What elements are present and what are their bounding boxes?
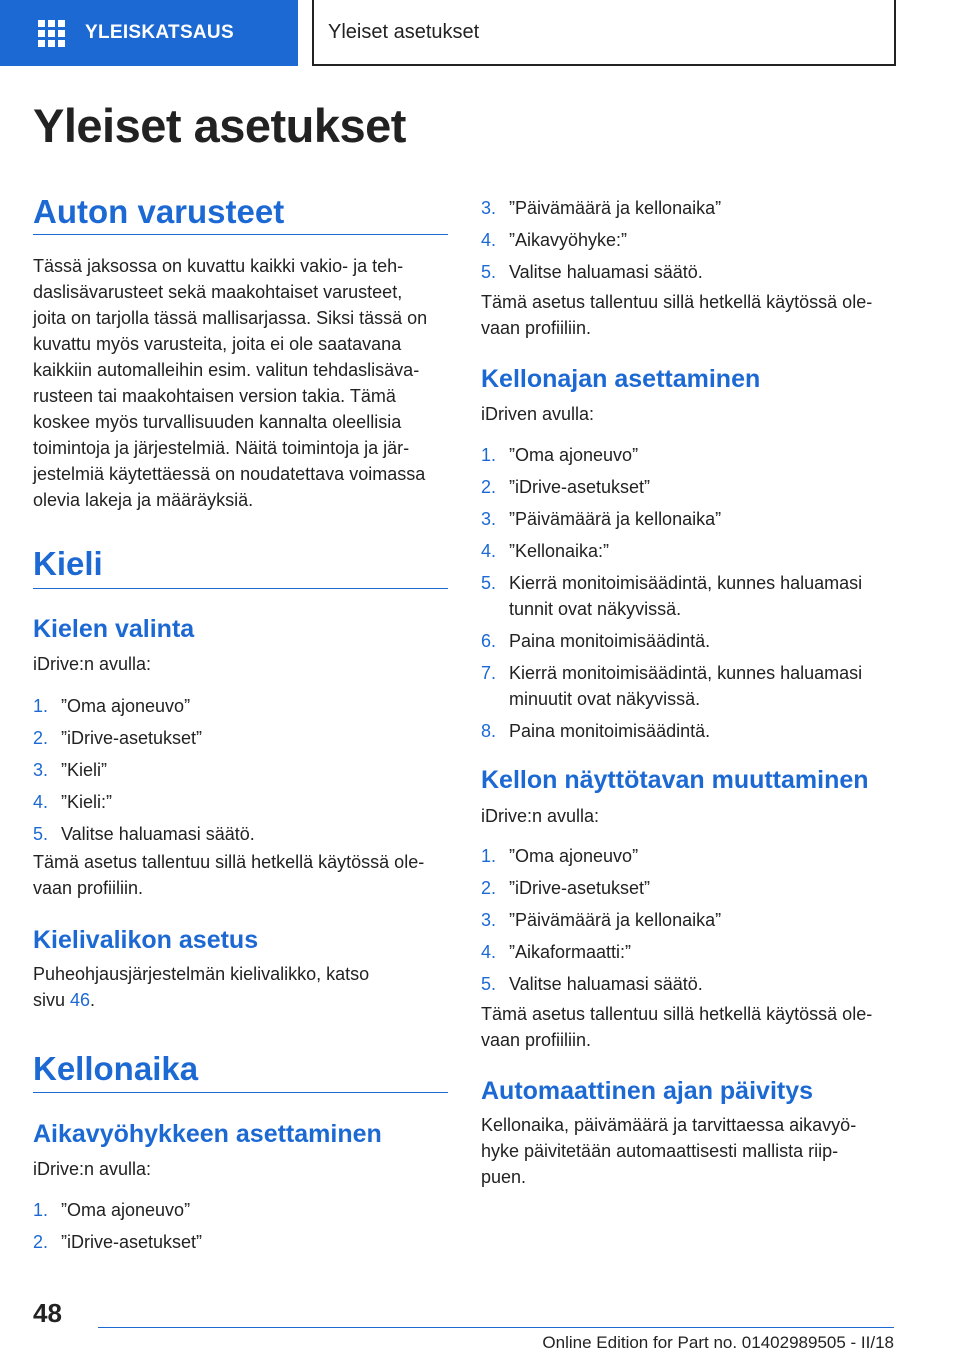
step-text: Paina monitoimisäädintä. (509, 631, 711, 651)
step-number: 2. (481, 477, 497, 497)
list-item (481, 538, 901, 564)
page-title: Yleiset asetukset (33, 99, 406, 152)
list-item (481, 628, 901, 654)
step-number: 5. (481, 974, 497, 994)
heading-kieli: Kieli (33, 545, 103, 582)
footer-edition: Online Edition for Part no. 01402989505 - II/18 (542, 1333, 894, 1352)
list-item (481, 474, 901, 500)
page-number: 48 (33, 1298, 62, 1328)
step-text: ”iDrive-asetukset” (61, 1232, 203, 1252)
step-number: 2. (481, 878, 497, 898)
intro-kellonajan: iDriven avulla: (481, 404, 595, 424)
heading-auton-varusteet: Auton varusteet (33, 193, 285, 230)
step-text: ”iDrive-asetukset” (61, 728, 203, 748)
note-kieli: Tämä asetus tallentuu sillä hetkellä käytössä ole- vaan profiiliin. (33, 852, 425, 898)
note-aikavyohyke: Tämä asetus tallentuu sillä hetkellä käytössä ole- vaan profiiliin. (481, 292, 873, 338)
list-item (481, 227, 901, 253)
step-text: ”iDrive-asetukset” (509, 477, 651, 497)
intro-aikavyohyke: iDrive:n avulla: (33, 1159, 152, 1179)
step-text: ”Päivämäärä ja kellonaika” (509, 198, 722, 218)
list-item (481, 939, 901, 965)
step-text: ”Oma ajoneuvo” (61, 1200, 191, 1220)
step-number: 3. (481, 910, 497, 930)
step-text: Kierrä monitoimisäädintä, kunnes haluamasi tunnit ovat näkyvissä. (509, 573, 863, 619)
step-number: 4. (481, 230, 497, 250)
heading-rule (33, 588, 448, 589)
heading-rule (33, 234, 448, 235)
step-number: 5. (481, 573, 497, 593)
step-number: 4. (481, 942, 497, 962)
step-text: ”Päivämäärä ja kellonaika” (509, 509, 722, 529)
heading-rule (33, 1092, 448, 1093)
step-number: 6. (481, 631, 497, 651)
list-item (481, 442, 901, 468)
list-item (481, 660, 901, 712)
list-item (481, 570, 901, 622)
step-text: ”Kieli” (61, 760, 108, 780)
step-number: 1. (481, 445, 497, 465)
list-item (481, 843, 901, 869)
step-number: 1. (481, 846, 497, 866)
note-nayttotavan: Tämä asetus tallentuu sillä hetkellä käytössä ole- vaan profiiliin. (481, 1004, 873, 1050)
step-number: 3. (33, 760, 49, 780)
list-item (33, 693, 453, 719)
step-number: 4. (481, 541, 497, 561)
step-number: 5. (33, 824, 49, 844)
section-tab-label: YLEISKATSAUS (85, 22, 234, 43)
step-number: 1. (33, 696, 49, 716)
step-text: ”Kieli:” (61, 792, 113, 812)
subheading-kielen-valinta: Kielen valinta (33, 615, 195, 643)
step-text: ”Oma ajoneuvo” (61, 696, 191, 716)
step-text: ”Kellonaika:” (509, 541, 610, 561)
step-number: 4. (33, 792, 49, 812)
step-number: 3. (481, 198, 497, 218)
step-text: Valitse haluamasi säätö. (61, 824, 255, 844)
heading-kellonaika: Kellonaika (33, 1050, 199, 1087)
step-number: 5. (481, 262, 497, 282)
step-number: 7. (481, 663, 497, 683)
step-number: 8. (481, 721, 497, 741)
list-item (33, 725, 453, 751)
step-text: Kierrä monitoimisäädintä, kunnes haluamasi minuutit ovat näkyvissä. (509, 663, 863, 709)
list-item (33, 1197, 453, 1223)
step-text: ”Oma ajoneuvo” (509, 846, 639, 866)
list-item (481, 718, 901, 744)
list-item (481, 875, 901, 901)
step-text: Paina monitoimisäädintä. (509, 721, 711, 741)
step-text: ”Oma ajoneuvo” (509, 445, 639, 465)
step-text: Valitse haluamasi säätö. (509, 974, 703, 994)
list-item (481, 971, 901, 997)
intro-nayttotavan: iDrive:n avulla: (481, 806, 600, 826)
page-tab[interactable] (312, 0, 896, 66)
list-item (481, 506, 901, 532)
step-text: Valitse haluamasi säätö. (509, 262, 703, 282)
step-number: 2. (33, 1232, 49, 1252)
list-item (33, 821, 453, 847)
subheading-kellonajan-asettaminen: Kellonajan asettaminen (481, 365, 761, 393)
list-item (481, 907, 901, 933)
step-text: ”iDrive-asetukset” (509, 878, 651, 898)
step-text: ”Aikaformaatti:” (509, 942, 632, 962)
footer-rule (98, 1327, 894, 1328)
paragraph-varusteet: Tässä jaksossa on kuvattu kaikki vakio- ja teh- daslisävarusteet sekä maakohtaiset varusteet, joita on tarjolla tässä mallisarjassa. Siksi tässä on kuvattu myös varusteita, joita ei ole saatavana kaikkiin automalleihin esim. valitun tehdaslisäva- rusteen tai maakohtaisen version takia. Tämä koskee myös turvallisuuden kannalta oleellisia toimintoja ja järjestelmiä. Näitä toimintoja ja jär- jestelmiä käytettäessä on noudatettava voimassa olevia lakeja ja määräyksiä. (33, 256, 428, 510)
step-number: 3. (481, 509, 497, 529)
section-tab[interactable] (0, 0, 298, 66)
page-tab-label: Yleiset asetukset (328, 20, 480, 43)
page-link-46[interactable]: 46 (70, 990, 91, 1010)
paragraph-kielivalikon: Puheohjausjärjestelmän kielivalikko, katso sivu 46. (33, 964, 370, 1010)
subheading-kielivalikon-asetus: Kielivalikon asetus (33, 926, 259, 954)
list-item (33, 1229, 453, 1255)
list-item (481, 259, 901, 285)
list-item (481, 195, 901, 221)
intro-kieli: iDrive:n avulla: (33, 654, 152, 674)
list-item (33, 757, 453, 783)
subheading-aikavyohyke: Aikavyöhykkeen asettaminen (33, 1120, 382, 1148)
subheading-nayttotavan: Kellon näyttötavan muuttaminen (481, 766, 869, 794)
step-text: ”Päivämäärä ja kellonaika” (509, 910, 722, 930)
grid-menu-icon (38, 20, 65, 47)
step-number: 1. (33, 1200, 49, 1220)
step-text: ”Aikavyöhyke:” (509, 230, 628, 250)
paragraph-automaattinen: Kellonaika, päivämäärä ja tarvittaessa aikavyö- hyke päivitetään automaattisesti mallista riip- puen. (481, 1115, 857, 1187)
step-number: 2. (33, 728, 49, 748)
subheading-automaattinen: Automaattinen ajan päivitys (481, 1077, 814, 1105)
list-item (33, 789, 453, 815)
